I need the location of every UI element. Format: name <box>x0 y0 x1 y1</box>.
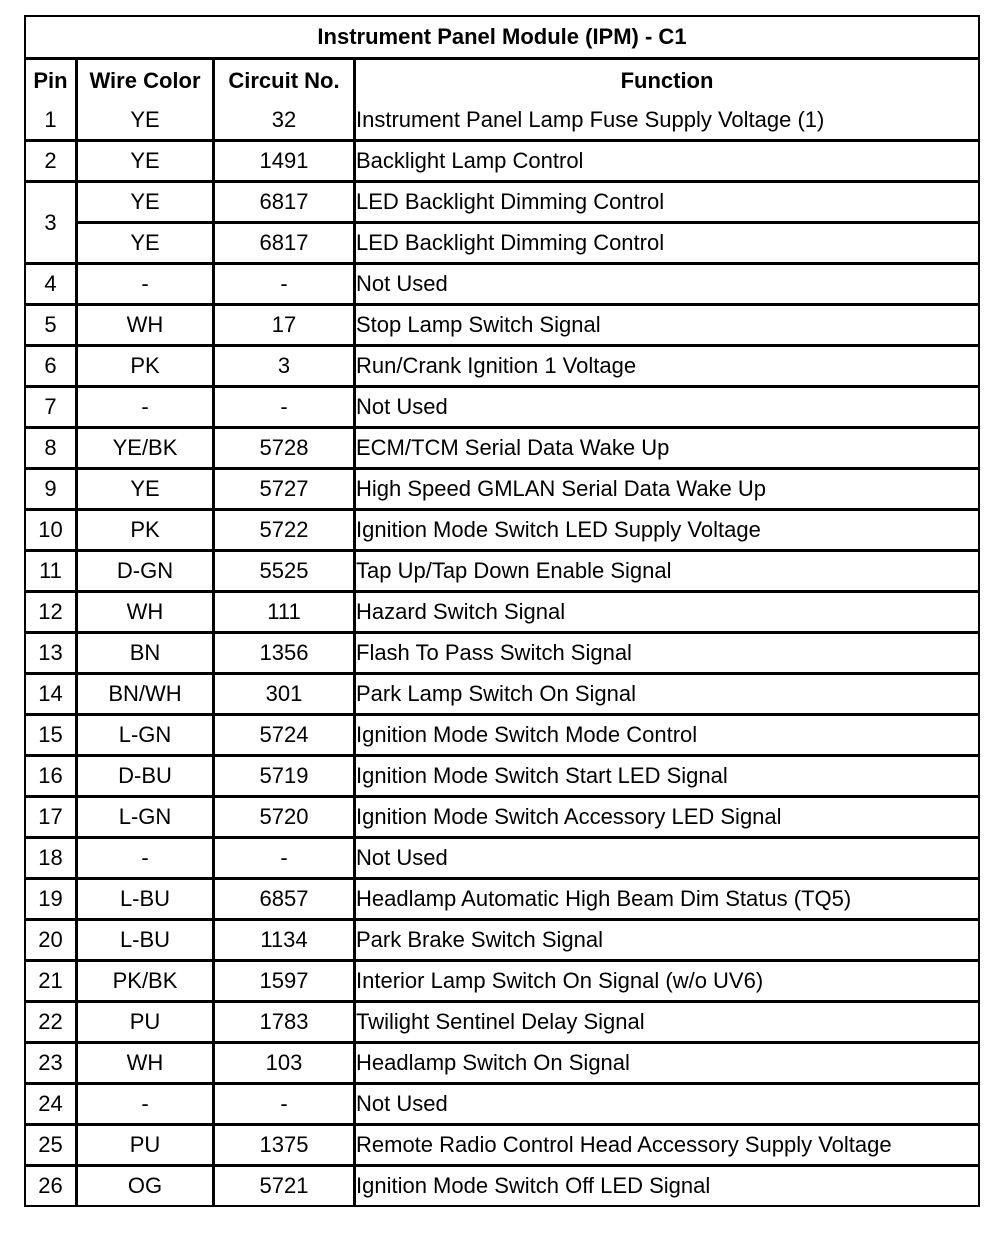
wire-color-cell: L-BU <box>78 880 215 921</box>
function-cell: Stop Lamp Switch Signal <box>356 306 978 347</box>
pin-cell: 1 <box>26 101 78 142</box>
function-cell: Run/Crank Ignition 1 Voltage <box>356 347 978 388</box>
wire-color-cell: D-GN <box>78 552 215 593</box>
pin-cell: 10 <box>26 511 78 552</box>
wire-color-cell: PU <box>78 1126 215 1167</box>
pin-cell: 20 <box>26 921 78 962</box>
circuit-cell: 5720 <box>215 798 356 839</box>
function-cell: Flash To Pass Switch Signal <box>356 634 978 675</box>
wire-color-cell: WH <box>78 593 215 634</box>
wire-color-cell: - <box>78 265 215 306</box>
table-row <box>26 101 978 142</box>
circuit-cell: 1134 <box>215 921 356 962</box>
function-cell: Park Brake Switch Signal <box>356 921 978 962</box>
pin-cell: 17 <box>26 798 78 839</box>
table-row <box>26 1085 978 1126</box>
function-cell: Not Used <box>356 1085 978 1126</box>
circuit-cell: 5728 <box>215 429 356 470</box>
circuit-cell: 301 <box>215 675 356 716</box>
function-cell: Not Used <box>356 265 978 306</box>
table-row <box>26 757 978 798</box>
circuit-cell: 1375 <box>215 1126 356 1167</box>
pin-cell: 8 <box>26 429 78 470</box>
pin-cell: 3 <box>26 183 78 265</box>
table-row <box>26 429 978 470</box>
table-header-row <box>26 60 978 101</box>
wire-color-cell: PK <box>78 511 215 552</box>
pin-cell: 22 <box>26 1003 78 1044</box>
table-row <box>26 634 978 675</box>
table-row <box>26 142 978 183</box>
circuit-cell: 5727 <box>215 470 356 511</box>
pin-cell: 23 <box>26 1044 78 1085</box>
function-cell: Interior Lamp Switch On Signal (w/o UV6) <box>356 962 978 1003</box>
circuit-cell: 1356 <box>215 634 356 675</box>
function-cell: LED Backlight Dimming Control <box>356 183 978 224</box>
circuit-cell: 5721 <box>215 1167 356 1205</box>
circuit-cell: 111 <box>215 593 356 634</box>
table-row <box>26 552 978 593</box>
function-cell: Hazard Switch Signal <box>356 593 978 634</box>
table-row <box>26 1126 978 1167</box>
table-row <box>26 224 978 265</box>
connector-pinout-table <box>24 15 980 1207</box>
wire-color-cell: YE <box>78 142 215 183</box>
function-cell: Headlamp Switch On Signal <box>356 1044 978 1085</box>
table-row <box>26 1044 978 1085</box>
circuit-cell: - <box>215 839 356 880</box>
pin-cell: 19 <box>26 880 78 921</box>
function-cell: Twilight Sentinel Delay Signal <box>356 1003 978 1044</box>
circuit-cell: - <box>215 1085 356 1126</box>
table-row <box>26 306 978 347</box>
header-function: Function <box>620 67 714 93</box>
wire-color-cell: YE/BK <box>78 429 215 470</box>
table-row <box>26 1003 978 1044</box>
wire-color-cell: BN/WH <box>78 675 215 716</box>
circuit-cell: 32 <box>215 101 356 142</box>
circuit-cell: - <box>215 388 356 429</box>
function-cell: Ignition Mode Switch Off LED Signal <box>356 1173 711 1198</box>
pin-cell: 16 <box>26 757 78 798</box>
pin-cell: 21 <box>26 962 78 1003</box>
pin-cell: 14 <box>26 675 78 716</box>
circuit-cell: 1597 <box>215 962 356 1003</box>
table-row <box>26 511 978 552</box>
function-cell: Ignition Mode Switch LED Supply Voltage <box>356 511 978 552</box>
function-cell: Instrument Panel Lamp Fuse Supply Voltage (1) <box>356 101 978 142</box>
circuit-cell: 5722 <box>215 511 356 552</box>
circuit-cell: 3 <box>215 347 356 388</box>
wire-color-cell: L-GN <box>78 798 215 839</box>
table-body <box>26 101 978 1205</box>
wire-color-cell: D-BU <box>78 757 215 798</box>
function-cell: High Speed GMLAN Serial Data Wake Up <box>356 470 978 511</box>
function-cell: Not Used <box>356 388 978 429</box>
pin-cell: 6 <box>26 347 78 388</box>
pin-cell: 9 <box>26 470 78 511</box>
pin-cell: 2 <box>26 142 78 183</box>
function-cell: Ignition Mode Switch Accessory LED Signal <box>356 798 978 839</box>
table-row <box>26 1167 978 1205</box>
pin-cell: 25 <box>26 1126 78 1167</box>
wire-color-cell: OG <box>78 1167 215 1205</box>
circuit-cell: 6817 <box>215 183 356 224</box>
circuit-cell: 6857 <box>215 880 356 921</box>
pin-cell: 5 <box>26 306 78 347</box>
table-row <box>26 716 978 757</box>
pin-cell: 18 <box>26 839 78 880</box>
function-cell: Ignition Mode Switch Start LED Signal <box>356 757 978 798</box>
table-row <box>26 921 978 962</box>
connector-table-container <box>24 15 980 1207</box>
wire-color-cell: WH <box>78 1044 215 1085</box>
circuit-cell: 6817 <box>215 224 356 265</box>
table-row <box>26 962 978 1003</box>
table-row <box>26 265 978 306</box>
table-row <box>26 470 978 511</box>
circuit-cell: 17 <box>215 306 356 347</box>
table-row <box>26 880 978 921</box>
function-cell: ECM/TCM Serial Data Wake Up <box>356 429 978 470</box>
pin-cell: 26 <box>26 1167 78 1205</box>
circuit-cell: - <box>215 265 356 306</box>
function-cell: Headlamp Automatic High Beam Dim Status (TQ5) <box>356 880 978 921</box>
table-row <box>26 798 978 839</box>
circuit-cell: 5724 <box>215 716 356 757</box>
circuit-cell: 5719 <box>215 757 356 798</box>
pin-cell: 4 <box>26 265 78 306</box>
header-circuit-no: Circuit No. <box>215 60 356 101</box>
function-cell: Tap Up/Tap Down Enable Signal <box>356 552 978 593</box>
table-row <box>26 388 978 429</box>
pin-cell: 13 <box>26 634 78 675</box>
table-title: Instrument Panel Module (IPM) - C1 <box>26 17 978 60</box>
wire-color-cell: YE <box>78 183 215 224</box>
wire-color-cell: - <box>78 1085 215 1126</box>
wire-color-cell: WH <box>78 306 215 347</box>
wire-color-cell: PU <box>78 1003 215 1044</box>
function-cell: Backlight Lamp Control <box>356 142 978 183</box>
wire-color-cell: L-GN <box>78 716 215 757</box>
wire-color-cell: YE <box>78 101 215 142</box>
wire-color-cell: - <box>78 839 215 880</box>
wire-color-cell: - <box>78 388 215 429</box>
wire-color-cell: PK/BK <box>78 962 215 1003</box>
pin-cell: 12 <box>26 593 78 634</box>
circuit-cell: 103 <box>215 1044 356 1085</box>
wire-color-cell: L-BU <box>78 921 215 962</box>
function-cell: Not Used <box>356 839 978 880</box>
function-cell: Park Lamp Switch On Signal <box>356 675 978 716</box>
wire-color-cell: PK <box>78 347 215 388</box>
wire-color-cell: YE <box>78 470 215 511</box>
table-row <box>26 593 978 634</box>
circuit-cell: 1783 <box>215 1003 356 1044</box>
function-cell: LED Backlight Dimming Control <box>356 224 978 265</box>
pin-cell: 11 <box>26 552 78 593</box>
table-row <box>26 839 978 880</box>
function-cell: Ignition Mode Switch Mode Control <box>356 716 978 757</box>
circuit-cell: 5525 <box>215 552 356 593</box>
header-wire-color: Wire Color <box>78 60 215 101</box>
pin-cell: 7 <box>26 388 78 429</box>
header-pin: Pin <box>26 60 78 101</box>
circuit-cell: 1491 <box>215 142 356 183</box>
table-row <box>26 183 978 224</box>
wire-color-cell: BN <box>78 634 215 675</box>
table-row <box>26 675 978 716</box>
pin-cell: 15 <box>26 716 78 757</box>
function-cell: Remote Radio Control Head Accessory Supply Voltage <box>356 1126 978 1167</box>
pin-cell: 24 <box>26 1085 78 1126</box>
table-title-row <box>26 17 978 60</box>
wire-color-cell: YE <box>78 224 215 265</box>
table-row <box>26 347 978 388</box>
